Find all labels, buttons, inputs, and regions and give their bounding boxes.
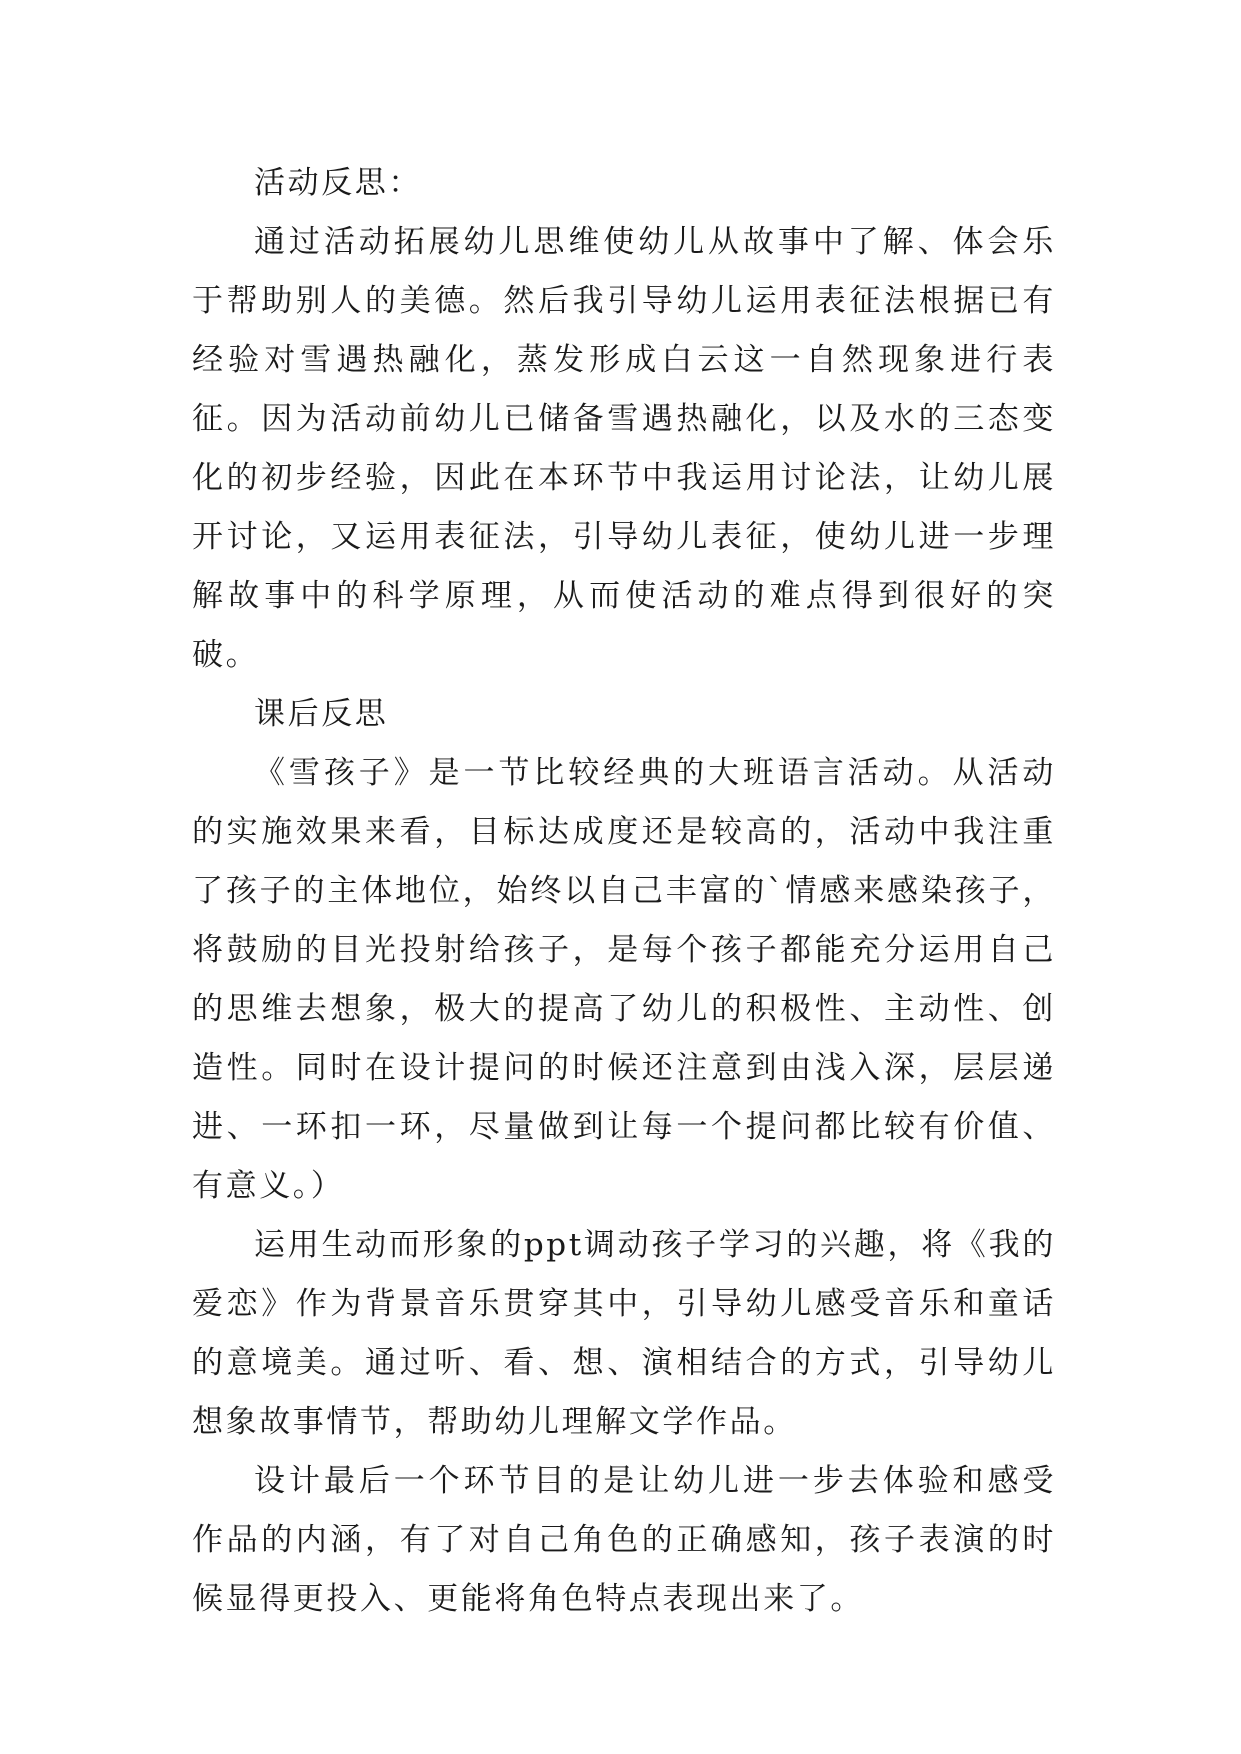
section-heading-post-class-reflection: 课后反思 — [254, 696, 389, 732]
document-body — [192, 154, 1056, 1629]
paragraph-snow-child: 《雪孩子》是一节比较经典的大班语言活动。从活动的实施效果来看，目标达成度还是较高的，活动中我注重了孩子的主体地位，始终以自己丰富的`情感来感染孩子，将鼓励的目光投射给孩子，是每个孩子都能充分运用自己的思维去想象，极大的提高了幼儿的积极性、主动性、创造性。同时在设计提问的时候还注意到由浅入深，层层递进、一环扣一环，尽量做到让每一个提问都比较有价值、有意义。） — [192, 755, 1056, 1204]
paragraph-activity-reflection: 通过活动拓展幼儿思维使幼儿从故事中了解、体会乐于帮助别人的美德。然后我引导幼儿运用表征法根据已有经验对雪遇热融化，蒸发形成白云这一自然现象进行表征。因为活动前幼儿已储备雪遇热融化，以及水的三态变化的初步经验，因此在本环节中我运用讨论法，让幼儿展开讨论，又运用表征法，引导幼儿表征，使幼儿进一步理解故事中的科学原理，从而使活动的难点得到很好的突破。 — [192, 224, 1056, 673]
paragraph-final-segment: 设计最后一个环节目的是让幼儿进一步去体验和感受作品的内涵，有了对自己角色的正确感知，孩子表演的时候显得更投入、更能将角色特点表现出来了。 — [192, 1463, 1056, 1617]
section-heading-activity-reflection: 活动反思： — [254, 165, 422, 201]
paragraph-ppt-music: 运用生动而形象的ppt调动孩子学习的兴趣，将《我的爱恋》作为背景音乐贯穿其中，引导幼儿感受音乐和童话的意境美。通过听、看、想、演相结合的方式，引导幼儿想象故事情节，帮助幼儿理解文学作品。 — [192, 1227, 1056, 1440]
